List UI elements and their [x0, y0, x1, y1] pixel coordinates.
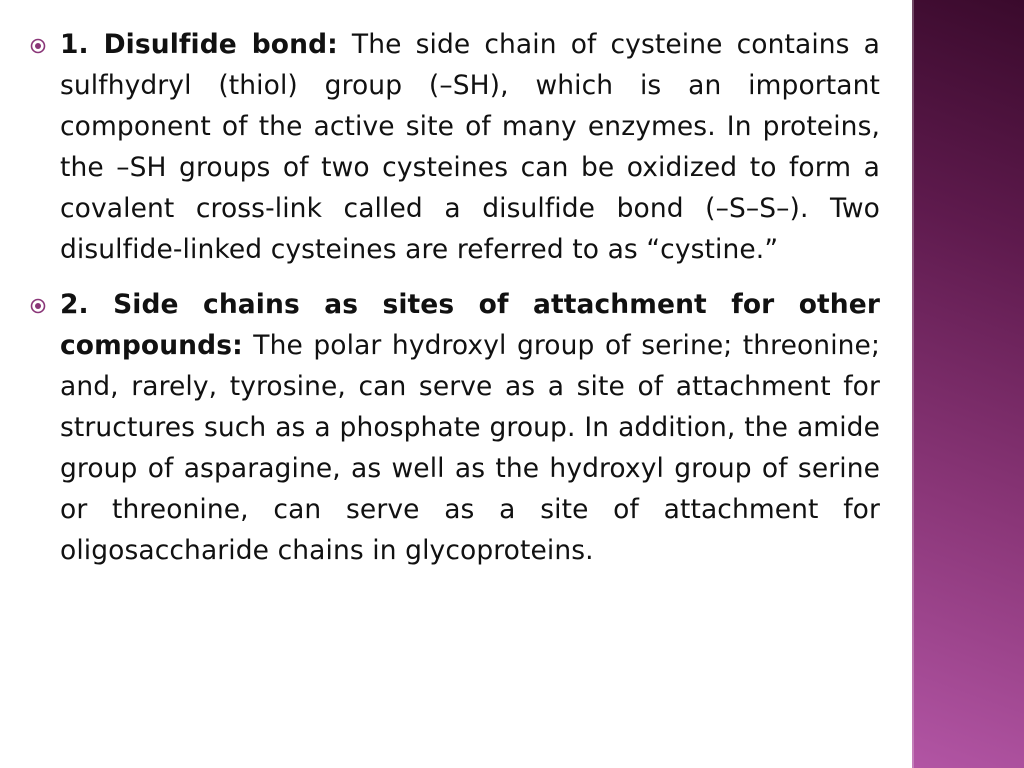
bullet-item-disulfide-bond — [24, 24, 880, 270]
bullet-heading: 1. Disulfide bond: — [60, 29, 338, 60]
bullet-text — [60, 284, 880, 571]
bullet-item-side-chains — [24, 284, 880, 571]
bullet-body: The side chain of cysteine contains a sulfhydryl (thiol) group (–SH), which is an important component of the active site of many enzymes. In proteins, the –SH groups of two cysteines can be oxidized to form a covalent cross-link called a disulfide bond (–S–S–). Two disulfide-linked cysteines are referred to as “cystine.” — [60, 29, 880, 265]
content-area — [24, 24, 880, 585]
bullet-heading: 2. Side chains as sites of attachment for other compounds: — [60, 289, 880, 361]
bullet-body: The polar hydroxyl group of serine; threonine; and, rarely, tyrosine, can serve as a site of attachment for structures such as a phosphate group. In addition, the amide group of asparagine, as well as the hydroxyl group of serine or threonine, can serve as a site of attachment for oligosaccharide chains in glycoproteins. — [60, 330, 880, 566]
target-circle-icon — [30, 298, 46, 314]
bullet-text — [60, 24, 880, 270]
decorative-side-band — [912, 0, 1024, 768]
target-circle-icon — [30, 38, 46, 54]
